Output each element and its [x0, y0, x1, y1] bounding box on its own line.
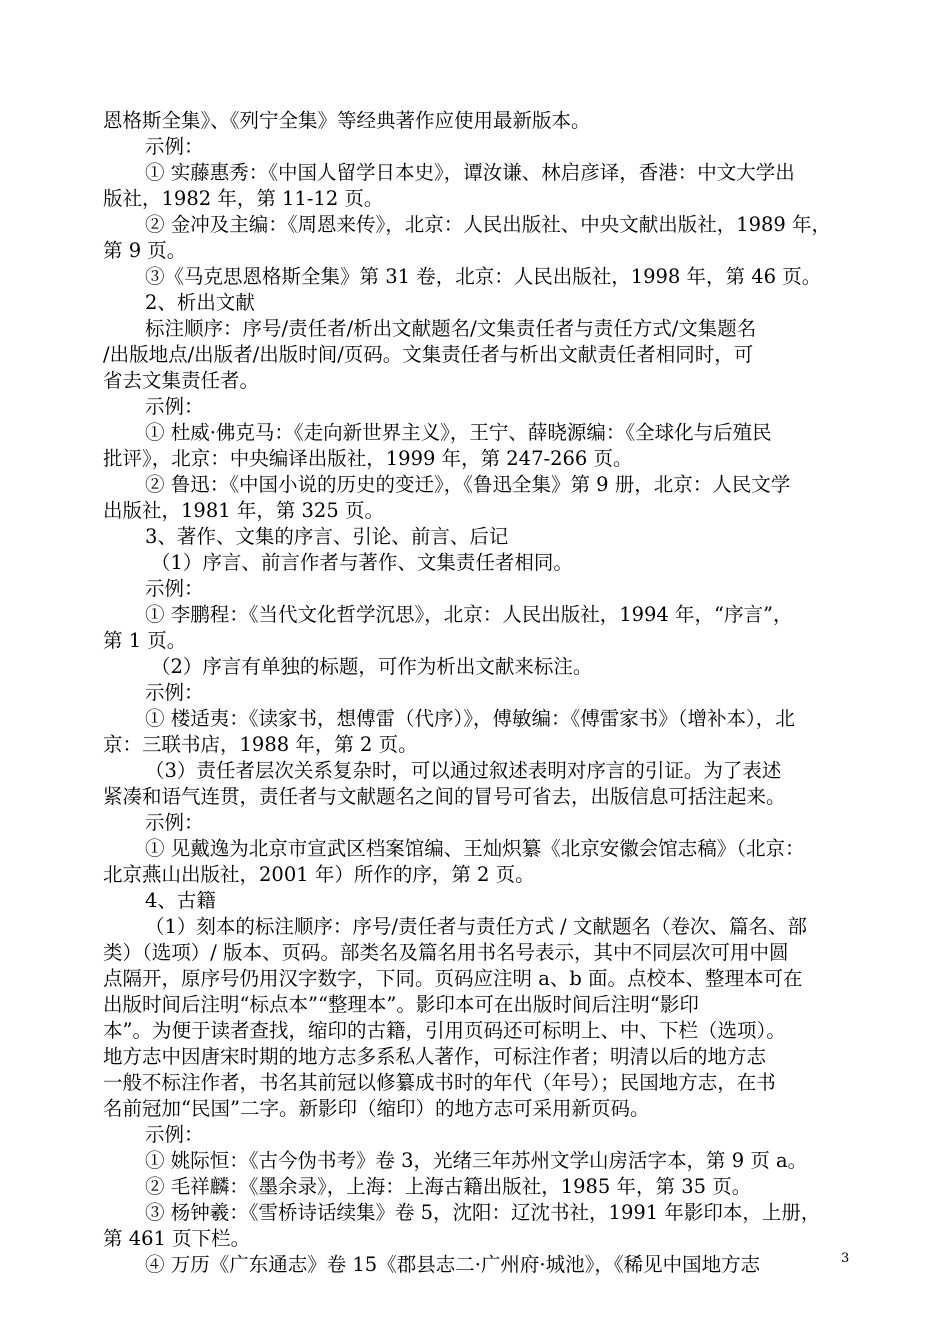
text-line: 一般不标注作者，书名其前冠以修纂成书时的年代（年号）；民国地方志，在书	[103, 1071, 776, 1094]
text-line: 出版时间后注明“标点本”“整理本”。影印本可在出版时间后注明“影印	[103, 993, 699, 1016]
text-line: （1）刻本的标注顺序：序号/责任者与责任方式 / 文献题名（卷次、篇名、部	[145, 915, 807, 938]
text-line: 第 9 页。	[103, 239, 187, 262]
text-line: 示例：	[145, 681, 204, 704]
section-heading: 2、析出文献	[145, 291, 255, 314]
text-line: 版社，1982 年，第 11-12 页。	[103, 187, 384, 210]
text-line: 省去文集责任者。	[103, 369, 260, 392]
text-line: /出版地点/出版者/出版时间/页码。文集责任者与析出文献责任者相同时，可	[103, 343, 754, 366]
text-line: 批评》，北京：中央编译出版社，1999 年，第 247-266 页。	[103, 447, 633, 470]
text-line: 名前冠加“民国”二字。新影印（缩印）的地方志可采用新页码。	[103, 1097, 650, 1120]
text-line: 示例：	[145, 811, 204, 834]
text-line: 点隔开，原序号仍用汉字数字，下同。页码应注明 a、b 面。点校本、整理本可在	[103, 967, 803, 990]
text-line: 标注顺序：序号/责任者/析出文献题名/文集责任者与责任方式/文集题名	[145, 317, 757, 340]
text-line: 类）（选项）/ 版本、页码。部类名及篇名用书名号表示，其中不同层次可用中圆	[103, 941, 789, 964]
text-line: （3）责任者层次关系复杂时，可以通过叙述表明对序言的引证。为了表述	[145, 759, 782, 782]
page-number: 3	[841, 1251, 850, 1266]
document-body	[103, 108, 865, 1278]
text-line: （2）序言有单独的标题，可作为析出文献来标注。	[151, 655, 593, 678]
section-heading: 3、著作、文集的序言、引论、前言、后记	[145, 525, 509, 548]
text-line: 紧凑和语气连贯，责任者与文献题名之间的冒号可省去，出版信息可括注起来。	[103, 785, 786, 808]
text-line: ② 金冲及主编：《周恩来传》，北京：人民出版社、中央文献出版社，1989 年，	[145, 213, 832, 236]
text-line: 出版社，1981 年，第 325 页。	[103, 499, 384, 522]
text-line: 第 461 页下栏。	[103, 1227, 251, 1250]
text-line: ③ 杨钟羲：《雪桥诗话续集》卷 5，沈阳：辽沈书社，1991 年影印本，上册，	[145, 1201, 821, 1224]
text-line: ① 楼适夷：《读家书，想傅雷（代序）》，傅敏编：《傅雷家书》（增补本），北	[145, 707, 795, 730]
text-line: ① 见戴逸为北京市宣武区档案馆编、王灿炽纂《北京安徽会馆志稿》（北京：	[145, 837, 805, 860]
text-line: ① 李鹏程：《当代文化哲学沉思》，北京：人民出版社，1994 年，“序言”，	[145, 603, 793, 626]
text-line: 本”。为便于读者查找，缩印的古籍，引用页码还可标明上、中、下栏（选项）。	[103, 1019, 786, 1042]
text-line: ① 实藤惠秀：《中国人留学日本史》，谭汝谦、林启彦译，香港：中文大学出	[145, 161, 795, 184]
text-line: ② 毛祥麟：《墨余录》，上海：上海古籍出版社，1985 年，第 35 页。	[145, 1175, 752, 1198]
section-heading: 4、古籍	[145, 889, 216, 912]
text-line: 京：三联书店，1988 年，第 2 页。	[103, 733, 418, 756]
text-line: 示例：	[145, 395, 204, 418]
text-line: ① 杜威·佛克马：《走向新世界主义》，王宁、薛晓源编：《全球化与后殖民	[145, 421, 772, 444]
text-line: （1）序言、前言作者与著作、文集责任者相同。	[151, 551, 573, 574]
text-line: 示例：	[145, 135, 204, 158]
text-line: ① 姚际恒：《古今伪书考》卷 3，光绪三年苏州文学山房活字本，第 9 页 a。	[145, 1149, 808, 1172]
text-line: 北京燕山出版社，2001 年）所作的序，第 2 页。	[103, 863, 535, 886]
text-line: 第 1 页。	[103, 629, 187, 652]
text-line: ③《马克思恩格斯全集》第 31 卷，北京：人民出版社，1998 年，第 46 页。	[145, 265, 822, 288]
text-line: 地方志中因唐宋时期的地方志多系私人著作，可标注作者；明清以后的地方志	[103, 1045, 767, 1068]
text-line: 恩格斯全集》、《列宁全集》等经典著作应使用最新版本。	[103, 109, 591, 132]
text-line: 示例：	[145, 577, 204, 600]
text-line: ② 鲁迅：《中国小说的历史的变迁》，《鲁迅全集》第 9 册，北京：人民文学	[145, 473, 791, 496]
text-line: ④ 万历《广东通志》卷 15《郡县志二·广州府·城池》，《稀见中国地方志	[145, 1253, 761, 1276]
text-line: 示例：	[145, 1123, 204, 1146]
